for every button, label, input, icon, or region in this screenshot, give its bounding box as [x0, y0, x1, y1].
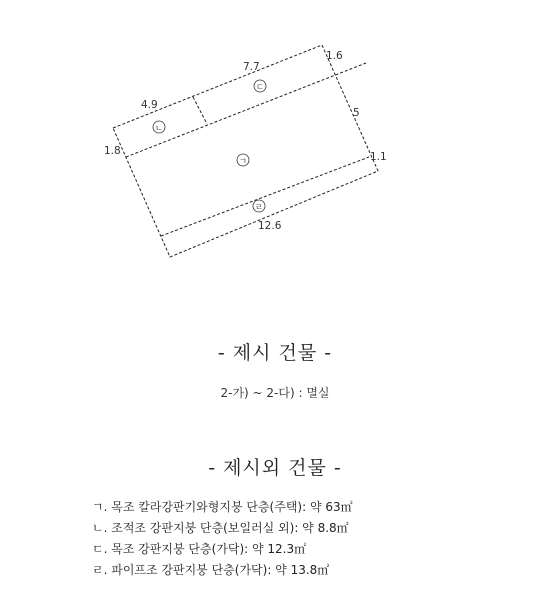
- label-ra: [253, 200, 265, 213]
- dim-bottom: 12.6: [258, 220, 282, 232]
- dim-right-upper: 5: [353, 107, 360, 119]
- unlisted-buildings-list: [92, 497, 353, 581]
- list-item: ㄴ. 조적조 강판지붕 단층(보일러실 외): 약 8.8㎡: [92, 521, 349, 535]
- label-ga: [237, 154, 249, 167]
- list-item: ㄹ. 파이프조 강판지붕 단층(가닥): 약 13.8㎡: [92, 563, 330, 577]
- unlisted-buildings-title: - 제시외 건물 -: [208, 457, 342, 479]
- listed-buildings-title: - 제시 건물 -: [217, 342, 333, 364]
- dim-right-lower: 1.1: [370, 151, 387, 163]
- dim-top-left: 4.9: [141, 99, 158, 111]
- label-na: [153, 121, 165, 134]
- svg-text:ㄹ: ㄹ: [254, 203, 264, 213]
- svg-text:ㄴ: ㄴ: [154, 124, 164, 134]
- dim-top-right: 1.6: [326, 50, 343, 62]
- svg-text:ㄱ: ㄱ: [238, 157, 248, 167]
- list-item: ㄷ. 목조 강판지붕 단층(가닥): 약 12.3㎡: [92, 542, 307, 556]
- top-strip-line-parallel: [126, 63, 366, 157]
- svg-text:ㄷ: ㄷ: [255, 83, 265, 93]
- nd-divider: [193, 97, 207, 124]
- building-outline: [113, 45, 378, 257]
- dim-left: 1.8: [104, 145, 121, 157]
- listed-buildings-note: 2-가) ~ 2-다) : 멸실: [220, 386, 330, 400]
- label-da: [254, 80, 266, 93]
- dim-top-mid: 7.7: [243, 61, 260, 73]
- list-item: ㄱ. 목조 칼라강판기와형지붕 단층(주택): 약 63㎡: [92, 500, 353, 514]
